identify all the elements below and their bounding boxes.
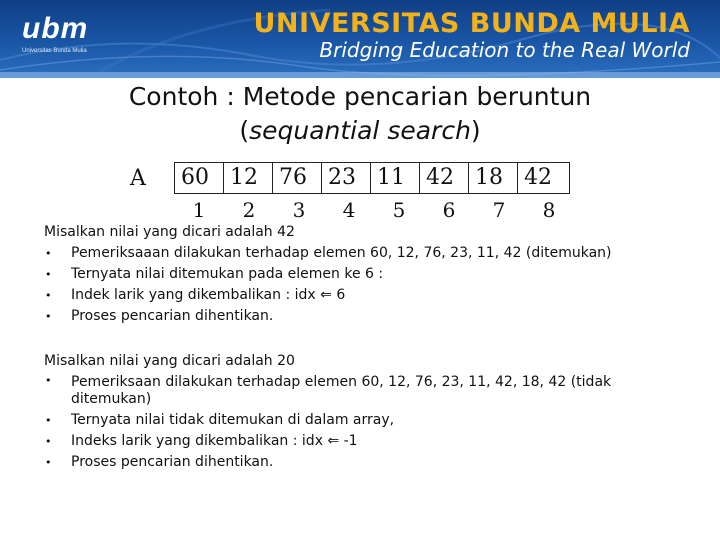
university-name: UNIVERSITAS BUNDA MULIA	[253, 8, 690, 39]
array-index: 7	[492, 198, 506, 222]
list-item	[44, 285, 684, 306]
example-2-intro: Misalkan nilai yang dicari adalah 20	[44, 353, 295, 369]
example-1-steps	[44, 243, 684, 327]
title-line-1: Contoh : Metode pencarian beruntun	[128, 82, 592, 111]
example-2-steps	[44, 372, 684, 473]
slide-title	[0, 80, 720, 148]
list-item: • Pemeriksaan dilakukan terhadap elemen 60, 12, 76, 23, 11, 42, 18, 42 (tidak ditemukan)	[44, 372, 684, 410]
list-item: • Proses pencarian dihentikan.	[44, 306, 684, 327]
header-banner	[0, 0, 720, 78]
array-cell: 60	[175, 163, 224, 193]
item-text: Indek larik yang dikembalikan : idx	[71, 287, 316, 303]
array-index: 1	[192, 198, 206, 222]
array-cell: 23	[322, 163, 371, 193]
array-index: 5	[392, 198, 406, 222]
list-item: • Ternyata nilai tidak ditemukan di dalam array,	[44, 410, 684, 431]
array-cell: 42	[420, 163, 469, 193]
left-arrow-icon: ⇐	[327, 433, 340, 449]
array-index: 8	[542, 198, 556, 222]
ubm-logo-subtitle: Universitas Bunda Mulia	[22, 48, 87, 54]
list-item: • Proses pencarian dihentikan.	[44, 452, 684, 473]
title-line-2	[0, 114, 720, 148]
array-cells	[174, 162, 570, 194]
array-cell: 11	[371, 163, 420, 193]
example-1-intro: Misalkan nilai yang dicari adalah 42	[44, 224, 295, 240]
list-item: • Ternyata nilai ditemukan pada elemen ke 6 :	[44, 264, 684, 285]
example-2	[44, 351, 684, 473]
array-index: 6	[442, 198, 456, 222]
title-paren-close: )	[470, 116, 481, 145]
array-cell: 42	[524, 165, 552, 190]
item-value: 6	[336, 287, 346, 303]
item-value: -1	[343, 433, 358, 449]
list-item: • Pemeriksaaan dilakukan terhadap elemen 60, 12, 76, 23, 11, 42 (ditemukan)	[44, 243, 684, 264]
left-arrow-icon: ⇐	[320, 287, 332, 303]
university-tagline: Bridging Education to the Real World	[319, 38, 690, 62]
array-index-row	[174, 198, 574, 222]
example-1	[44, 222, 684, 327]
item-text: Indeks larik yang dikembalikan : idx	[71, 433, 323, 449]
array-cell: 18	[469, 163, 518, 193]
array-index: 4	[342, 198, 356, 222]
array-label: A	[130, 166, 146, 191]
array-index: 3	[292, 198, 306, 222]
list-item	[44, 431, 684, 452]
ubm-logo: ubm	[22, 12, 89, 45]
array-cell: 12	[224, 163, 273, 193]
array-cell: 76	[273, 163, 322, 193]
title-paren-open: (	[239, 116, 250, 145]
array-index: 2	[242, 198, 256, 222]
title-italic-term: sequantial search	[249, 116, 471, 145]
